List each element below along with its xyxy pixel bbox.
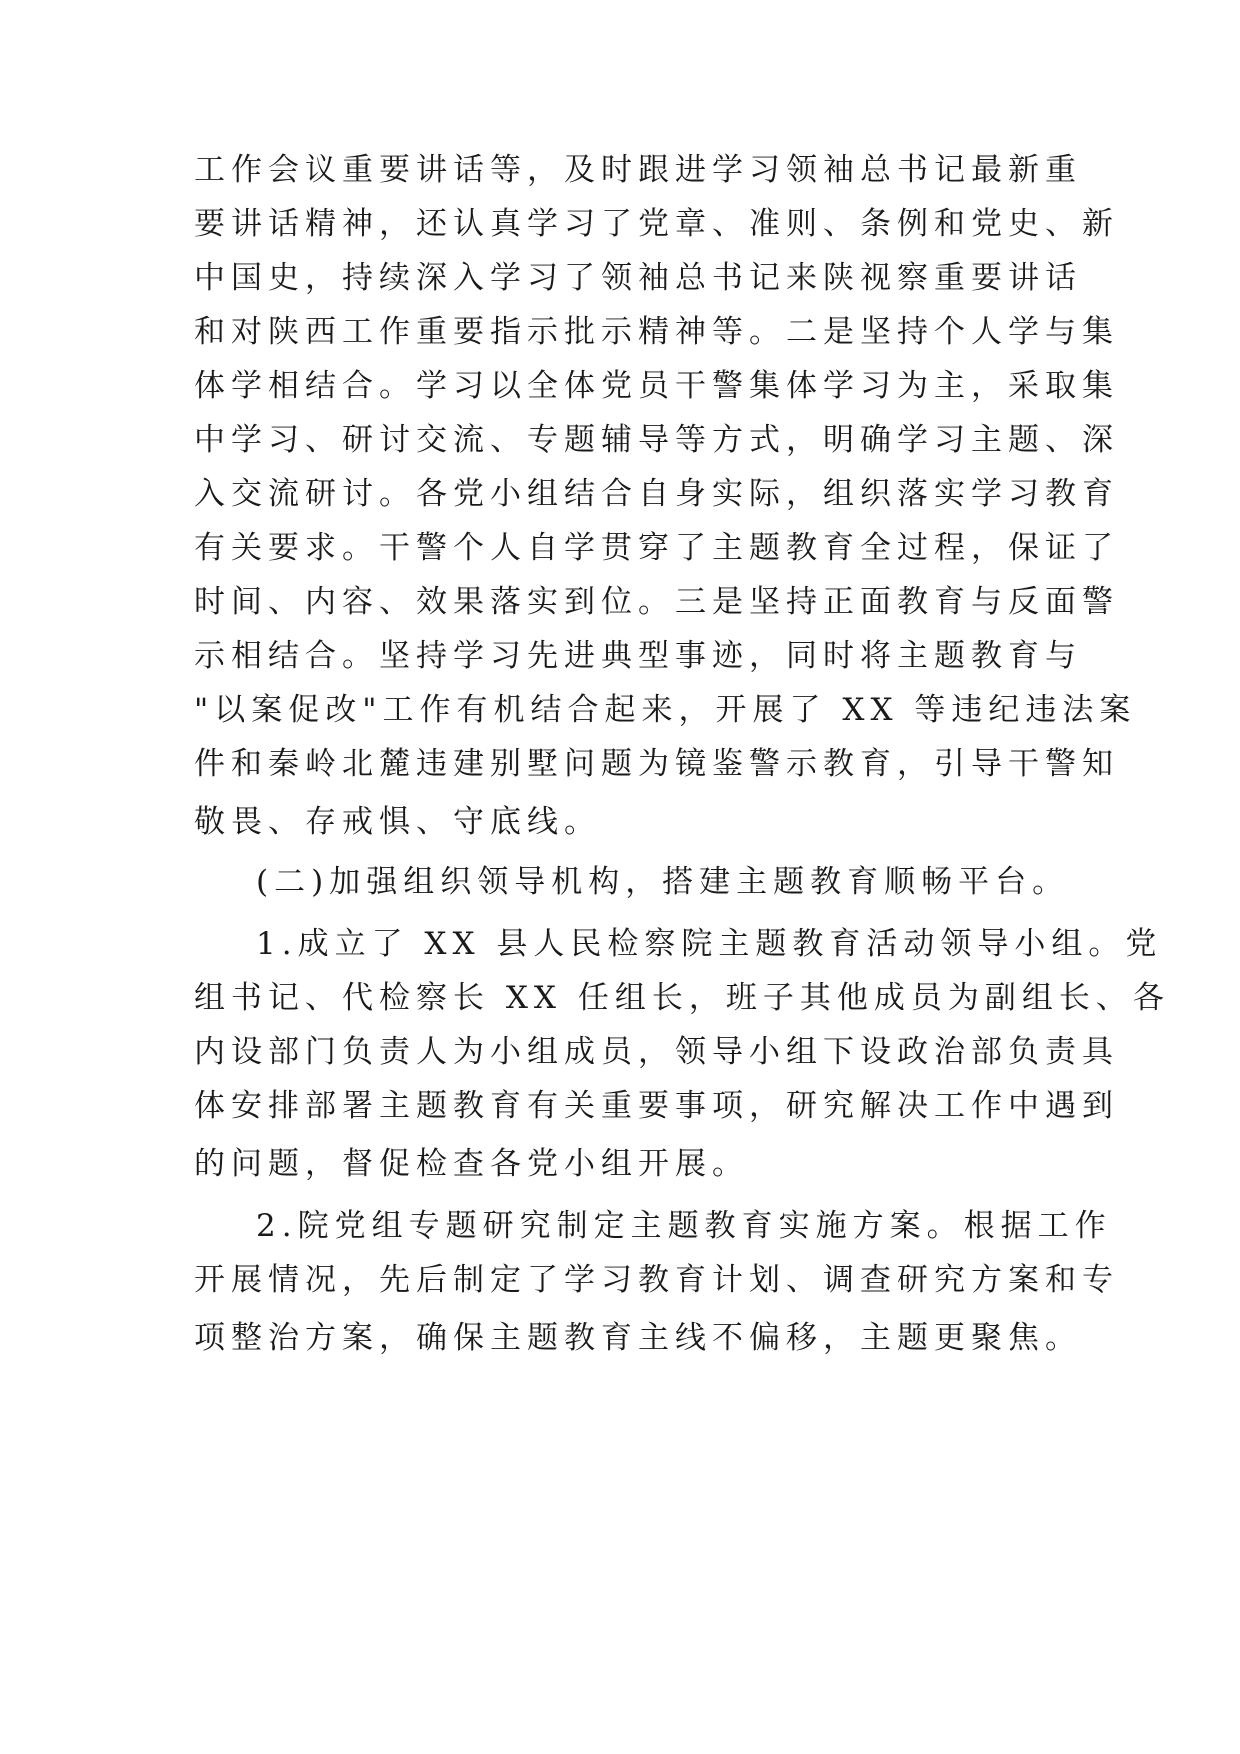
item-line: 项整治方案，确保主题教育主线不偏移，主题更聚焦。: [194, 1320, 1082, 1356]
item-line: 2.院党组专题研究制定主题教育实施方案。根据工作: [256, 1208, 1112, 1244]
paragraph-line: 要讲话精神，还认真学习了党章、准则、条例和党史、新: [194, 206, 1119, 242]
paragraph-line: 时间、内容、效果落实到位。三是坚持正面教育与反面警: [194, 584, 1119, 620]
paragraph-line: 有关要求。干警个人自学贯穿了主题教育全过程，保证了: [194, 530, 1119, 566]
paragraph-line: 件和秦岭北麓违建别墅问题为镜鉴警示教育，引导干警知: [194, 746, 1119, 782]
item-line: 的问题，督促检查各党小组开展。: [194, 1146, 749, 1182]
paragraph-line: 工作会议重要讲话等，及时跟进学习领袖总书记最新重: [194, 152, 1082, 188]
item-line: 1.成立了 XX 县人民检察院主题教育活动领导小组。党: [256, 926, 1163, 962]
item-line: 开展情况，先后制定了学习教育计划、调查研究方案和专: [194, 1262, 1119, 1298]
paragraph-line: 入交流研讨。各党小组结合自身实际，组织落实学习教育: [194, 476, 1119, 512]
item-line: 组书记、代检察长 XX 任组长，班子其他成员为副组长、各: [194, 980, 1170, 1016]
item-line: 内设部门负责人为小组成员，领导小组下设政治部负责具: [194, 1034, 1119, 1070]
section-heading: (二)加强组织领导机构，搭建主题教育顺畅平台。: [256, 864, 1070, 900]
paragraph-line: 中国史，持续深入学习了领袖总书记来陕视察重要讲话: [194, 260, 1082, 296]
paragraph-line: 示相结合。坚持学习先进典型事迹，同时将主题教育与: [194, 638, 1082, 674]
paragraph-line: 和对陕西工作重要指示批示精神等。二是坚持个人学与集: [194, 314, 1119, 350]
item-line: 体安排部署主题教育有关重要事项，研究解决工作中遇到: [194, 1088, 1119, 1124]
paragraph-line: "以案促改"工作有机结合起来，开展了 XX 等违纪违法案: [194, 692, 1137, 728]
paragraph-line: 敬畏、存戒惧、守底线。: [194, 804, 601, 840]
paragraph-line: 中学习、研讨交流、专题辅导等方式，明确学习主题、深: [194, 422, 1119, 458]
paragraph-line: 体学相结合。学习以全体党员干警集体学习为主，采取集: [194, 368, 1119, 404]
